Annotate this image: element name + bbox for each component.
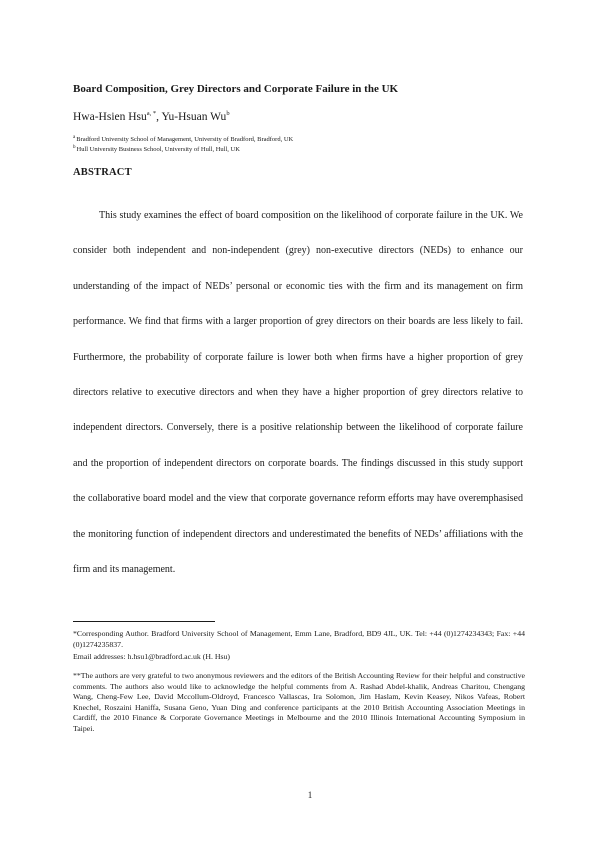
affiliation: [73, 135, 293, 143]
footnote-divider: [73, 621, 215, 622]
affiliation-text: Bradford University School of Management, University of Bradford, Bradford, UK: [76, 136, 294, 143]
footnote-email: Email addresses: h.hsu1@bradford.ac.uk (H. Hsu): [73, 652, 231, 661]
affiliation-mark: b: [73, 145, 76, 150]
affiliation-mark: a: [73, 135, 76, 140]
author-affiliation-mark: b: [226, 110, 230, 117]
page-number: 1: [307, 790, 313, 800]
paper-title: Board Composition, Grey Directors and Corporate Failure in the UK: [73, 83, 399, 95]
author-affiliation-mark: a, *: [146, 110, 157, 117]
affiliation-text: Hull University Business School, University of Hull, Hull, UK: [76, 146, 240, 153]
author-name: Hwa-Hsien Hsu: [73, 111, 147, 123]
abstract-text: This study examines the effect of board composition on the likelihood of corporate failure in the UK. We consider both independent and non-independent (grey) non-executive directors (NEDs) to enhance our understanding of the impact of NEDs’ personal or economic ties with the firm and its management on firm performance. We find that firms with a larger proportion of grey directors on their boards are less likely to fail. Furthermore, the probability of corporate failure is lower both when firms have a higher proportion of grey directors relative to executive directors and when they have a higher proportion of grey directors relative to independent directors. Conversely, there is a positive relationship between the likelihood of corporate failure and the proportion of independent directors on corporate boards. The findings discussed in this study support the collaborative board model and the view that corporate governance reform efforts may have overemphasised the monitoring function of independent directors and underestimated the benefits of NEDs’ affiliations with the firm and its management.: [73, 210, 523, 576]
author-separator: ,: [156, 111, 162, 123]
abstract-heading: ABSTRACT: [73, 167, 132, 178]
footnote-corresponding-author: *Corresponding Author. Bradford University School of Management, Emm Lane, Bradford, BD9 4JL, UK. Tel: +44 (0)1274234343; Fax: +44 (0)1274235837.: [73, 629, 525, 649]
affiliation: [73, 145, 240, 153]
author-name: Yu-Hsuan Wu: [161, 111, 227, 123]
footnote-acknowledgements: **The authors are very grateful to two anonymous reviewers and the editors of the British Accounting Review for their helpful and constructive comments. The authors also would like to acknowledge the helpful comments from A. Rashad Abdel-khalik, Andreas Charitou, Chengang Wang, Cheng-Few Lee, David Mccollum-Oldroyd, Francesco Vallascas, Ira Solomon, Jim Haslam, Kevin Keasey, Nikos Vafeas, Robert Knechel, Roszaini Haniffa, Susana Geno, Yuan Ding and conference participants at the 2010 British Accounting Association Meetings in Cardiff, the 2010 Finance & Corporate Governance Meetings in Melbourne and the 2010 Illinois International Accounting Symposium in Taipei.: [73, 671, 525, 733]
author-list: [73, 110, 230, 123]
